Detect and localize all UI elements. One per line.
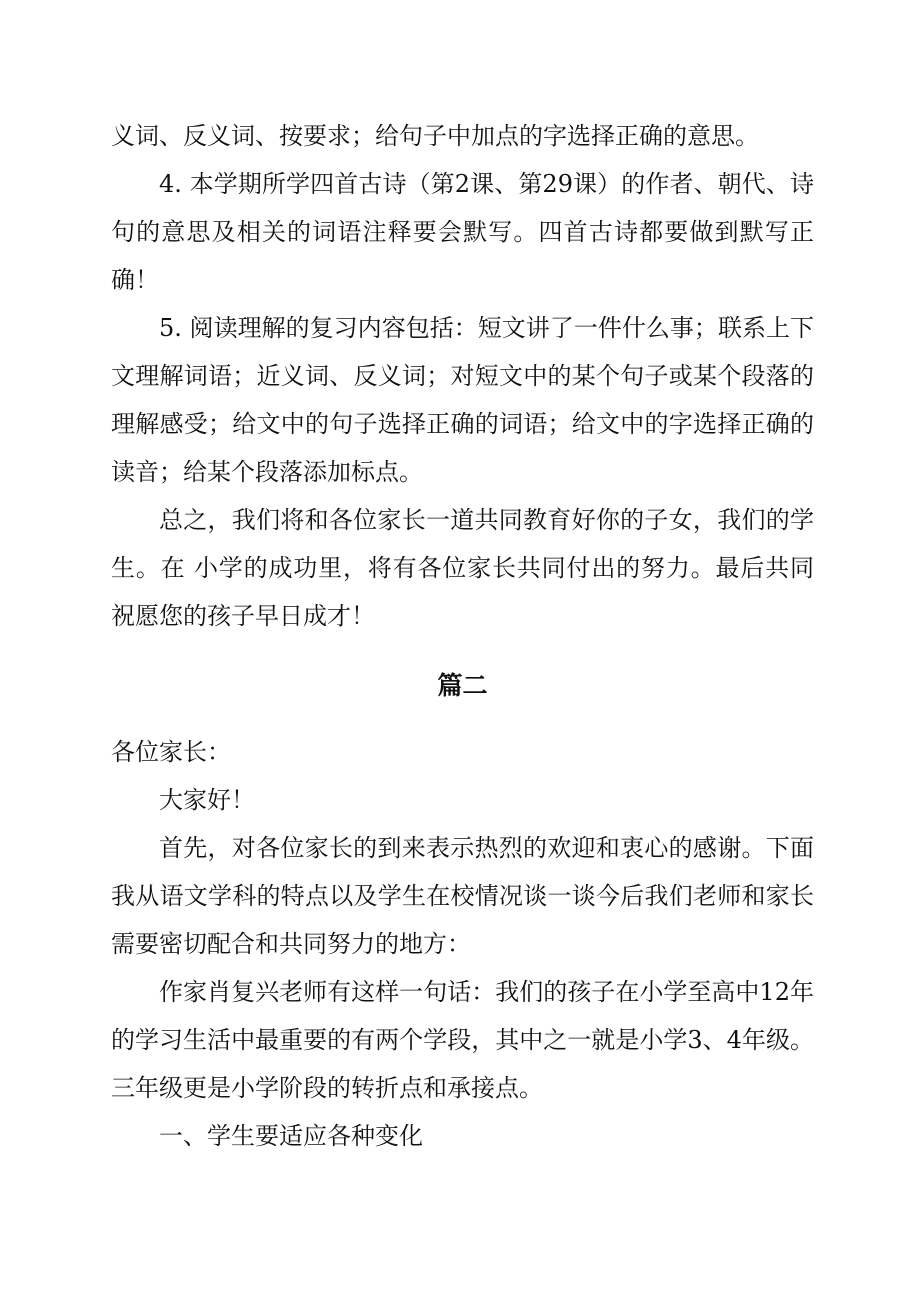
paragraph-item-5: 5. 阅读理解的复习内容包括：短文讲了一件什么事；联系上下文理解词语；近义词、反义词；对短文中的某个句子或某个段落的理解感受；给文中的句子选择正确的词语；给文中的字选择正确的读音；给某个段落添加标点。 (111, 314, 814, 486)
section-two (111, 728, 814, 1160)
section-heading: 篇二 (437, 671, 488, 700)
paragraph-quote: 作家肖复兴老师有这样一句话：我们的孩子在小学至高中12年的学习生活中最重要的有两个学段，其中之一就是小学3、4年级。三年级更是小学阶段的转折点和承接点。 (111, 978, 814, 1102)
paragraph-welcome: 首先，对各位家长的到来表示热烈的欢迎和衷心的感谢。下面我从语文学科的特点以及学生在校情况谈一谈今后我们老师和家长需要密切配合和共同努力的地方： (111, 834, 814, 958)
paragraph-conclusion: 总之，我们将和各位家长一道共同教育好你的子女，我们的学生。在 小学的成功里，将有各位家长共同付出的努力。最后共同祝愿您的孩子早日成才！ (111, 506, 814, 630)
salutation: 各位家长： (111, 738, 231, 766)
paragraph-continuation: 义词、反义词、按要求；给句子中加点的字选择正确的意思。 (111, 122, 759, 150)
paragraph-item-4: 4. 本学期所学四首古诗（第2课、第29课）的作者、朝代、诗句的意思及相关的词语注释要会默写。四首古诗都要做到默写正确！ (111, 170, 814, 294)
greeting: 大家好！ (159, 786, 255, 814)
section-one (111, 112, 814, 640)
section-subheading: 一、学生要适应各种变化 (159, 1122, 423, 1150)
